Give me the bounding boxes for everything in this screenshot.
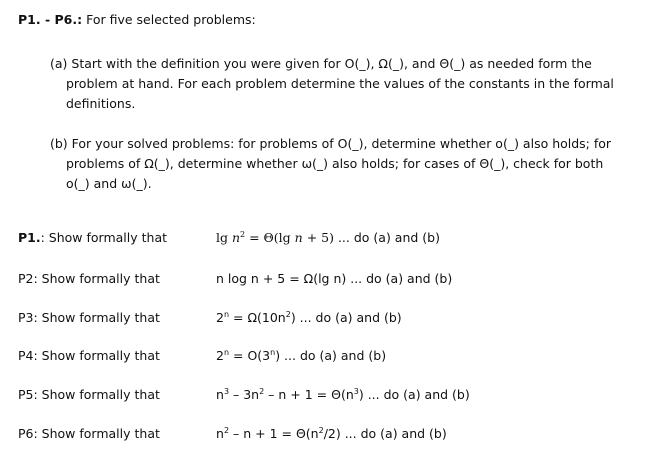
formula-part: 2 [216,348,224,363]
formula-suffix: ... do (a) and (b) [333,230,440,245]
problem-statement [216,426,447,441]
problem-label: P5: Show formally that [18,387,160,402]
formula-exponent: n [223,309,230,319]
formula-part: = Θ(lg [245,230,295,245]
formula-part: – n + 1 = Θ(n [264,387,354,402]
formula-exponent: 2 [223,425,230,435]
header-text: For five selected problems: [86,12,256,27]
header-label: P1. - P6.: [18,12,83,27]
part-a-first-line: (a) Start with the definition you were given for O(_), Ω(_), and Θ(_) as needed form the [50,56,592,71]
problem-statement [216,310,402,325]
formula-part: – 3n [229,387,260,402]
formula-exponent: 2 [285,309,291,319]
formula-part: = O(3 [229,348,271,363]
problem-statement [216,387,470,402]
problem-label: P4: Show formally that [18,348,160,363]
problem-label-text: : Show formally that [40,230,168,245]
problem-row-p6 [18,426,638,446]
problem-statement: n log n + 5 = Ω(lg n) ... do (a) and (b) [216,271,453,286]
formula-exponent: 2 [318,425,324,435]
part-a-rest: problem at hand. For each problem determine the values of the constants in the formal definitions. [66,76,614,111]
formula-exponent: 3 [223,386,230,396]
formula-part: – n + 1 = Θ(n [229,426,319,441]
formula-exponent: n [223,347,230,357]
problem-row-p1 [18,230,638,250]
problem-statement [216,230,440,245]
formula-exponent: n [270,347,276,357]
formula-part: /2) ... do (a) and (b) [323,426,447,441]
formula-exponent: 3 [353,386,359,396]
problem-row-p4 [18,348,638,368]
part-b-first-line: (b) For your solved problems: for problems of O(_), determine whether o(_) also holds; for [50,136,612,151]
formula-part: n [216,387,224,402]
formula-part: ) ... do (a) and (b) [358,387,470,402]
formula-part: n [216,426,224,441]
formula-part: ) ... do (a) and (b) [290,310,402,325]
formula-part: + 5) [302,230,334,245]
formula-part: = Ω(10n [229,310,286,325]
page-header [18,12,256,27]
problem-number: P1. [18,230,41,245]
formula-part: ) ... do (a) and (b) [275,348,387,363]
formula-part: n [231,230,241,245]
problem-statement [216,348,386,363]
formula-part: 2 [216,310,224,325]
part-b-instructions [50,134,640,194]
problem-row-p2 [18,271,638,291]
problem-label [18,230,167,245]
formula-part: lg [216,230,232,245]
part-a-instructions [50,54,640,114]
problem-row-p3 [18,310,638,330]
formula-exponent: 2 [240,229,246,239]
problem-label: P3: Show formally that [18,310,160,325]
part-b-rest: problems of Ω(_), determine whether ω(_) also holds; for cases of Θ(_), check for both o(_) and ω(_). [66,156,604,191]
problem-row-p5 [18,387,638,407]
formula-part: n [294,230,303,245]
formula-exponent: 2 [259,386,265,396]
problem-label: P6: Show formally that [18,426,160,441]
problem-label: P2: Show formally that [18,271,160,286]
